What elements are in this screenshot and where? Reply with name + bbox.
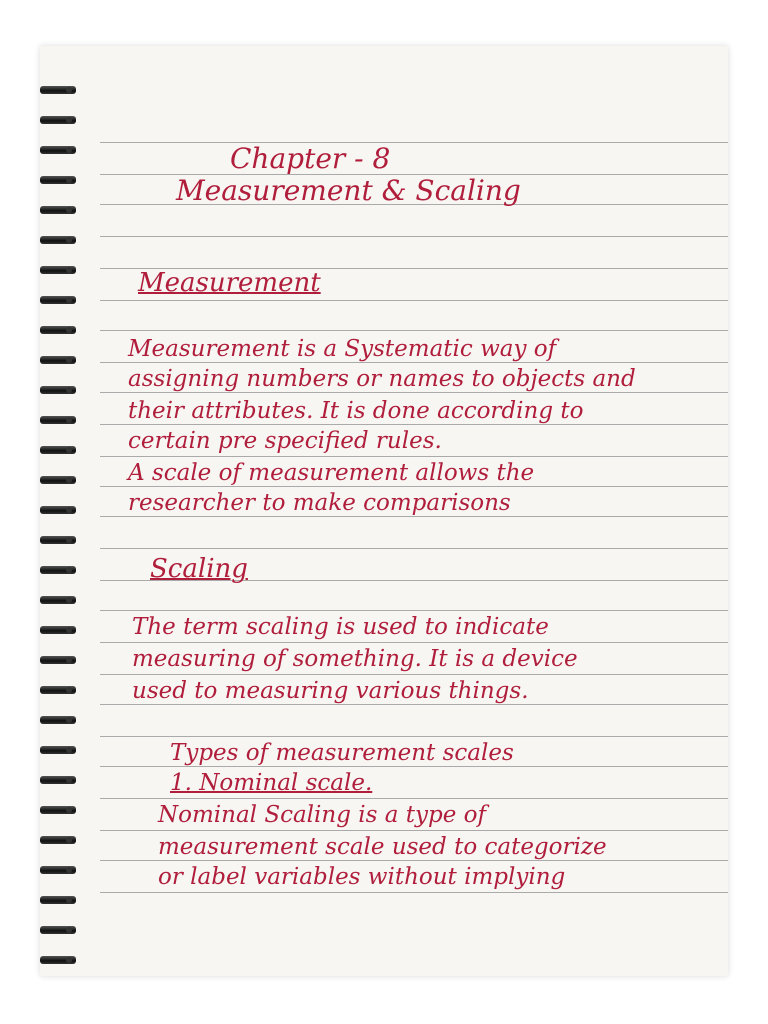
chapter-title: Chapter - 8 <box>230 142 391 175</box>
paragraph-line: A scale of measurement allows the <box>128 460 535 486</box>
nominal-scale-label: 1. Nominal scale. <box>170 770 373 796</box>
paragraph-line: certain pre specified rules. <box>128 428 442 454</box>
paragraph-line: their attributes. It is done according to <box>128 398 584 424</box>
paragraph-line: or label variables without implying <box>158 864 566 890</box>
paragraph-line: measuring of something. It is a device <box>132 646 578 672</box>
chapter-subtitle: Measurement & Scaling <box>176 174 521 207</box>
paragraph-line: measurement scale used to categorize <box>158 834 607 860</box>
paragraph-line: Measurement is a Systematic way of <box>128 336 557 362</box>
paragraph-line: assigning numbers or names to objects and <box>128 366 636 392</box>
paragraph-line: Nominal Scaling is a type of <box>158 802 486 828</box>
section-heading-scaling: Scaling <box>150 554 248 584</box>
paragraph-line: researcher to make comparisons <box>128 490 511 516</box>
notebook-page <box>40 46 728 976</box>
section-heading-measurement: Measurement <box>138 268 321 298</box>
list-item-label <box>170 770 372 796</box>
paragraph-line: used to measuring various things. <box>132 678 529 704</box>
spiral-binding <box>40 86 80 966</box>
paragraph-line: The term scaling is used to indicate <box>132 614 549 640</box>
types-heading: Types of measurement scales <box>170 740 514 766</box>
